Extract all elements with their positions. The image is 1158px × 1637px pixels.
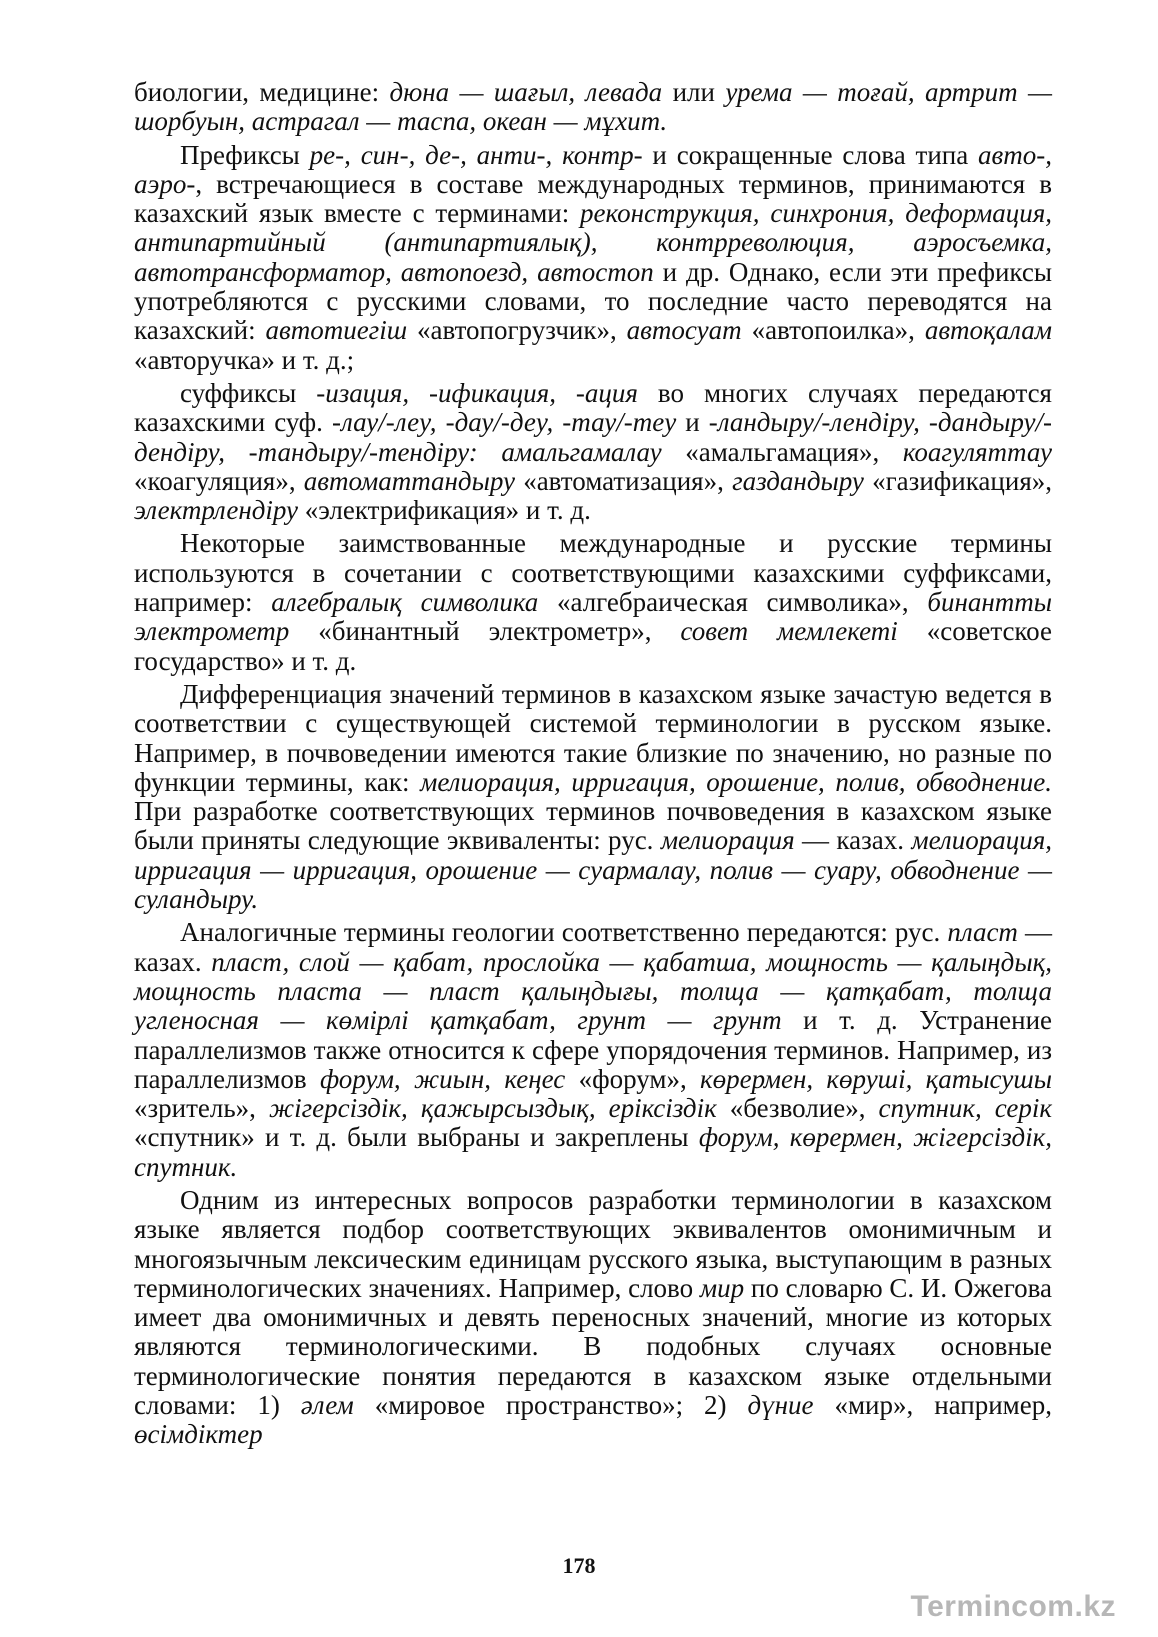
italic-term: ре-, син-, де-, анти-, контр-: [309, 139, 643, 170]
text-run: Префиксы: [180, 139, 310, 170]
italic-term: жігерсіздік, қажырсыздық, еріксіздік: [268, 1093, 717, 1124]
paragraph: [134, 1186, 1052, 1450]
italic-term: көрермен, көруші, қатысушы: [700, 1063, 1052, 1094]
text-run: — казах.: [794, 825, 912, 856]
text-run: суффиксы: [180, 377, 317, 408]
text-run: «газификация»,: [863, 465, 1052, 496]
text-run: , встречающиеся в составе международных терминов, принимаются в казахский язык вместе с терминами:: [134, 168, 1052, 229]
italic-term: электрлендіру: [134, 495, 299, 526]
italic-term: урема — тоғай, артрит — шорбуын, астрагал — таспа, океан — мұхит.: [134, 77, 1052, 137]
italic-term: форум, жиын, кеңес: [319, 1063, 566, 1094]
italic-term: пласт, слой — қабат, прослойка — қабатша, мощность — қалыңдық, мощность пласта — пласт қалыңдығы, толща — қатқабат, толща угленосная — көмірлі қатқабат, грунт — грунт: [134, 946, 1052, 1036]
text-run: «зритель»,: [134, 1093, 269, 1124]
italic-term: совет мемлекеті: [680, 616, 898, 647]
italic-term: автоматтандыру: [303, 465, 515, 496]
italic-term: автосуат: [626, 315, 742, 346]
italic-term: реконструкция, синхрония, деформация, антипартийный (антипартиялық), контрреволюция, аэросъемка, автотрансформатор, автопоезд, автостоп: [134, 198, 1052, 287]
italic-term: спутник, серік: [878, 1093, 1052, 1124]
text-run: «форум»,: [565, 1063, 700, 1094]
text-run: При разработке соответствующих терминов почвоведения в казахском языке были приняты следующие эквиваленты: рус.: [134, 796, 1052, 856]
text-run: и др. Однако, если эти префиксы употребляются с русскими словами, то последние часто переводятся на казахский:: [134, 256, 1052, 346]
italic-term: газдандыру: [732, 465, 864, 496]
italic-term: -лау/-леу, -дау/-деу, -тау/-теу: [331, 407, 677, 438]
page-number: 178: [562, 1553, 596, 1578]
text-run: Одним из интересных вопросов разработки терминологии в казахском языке является подбор соответствующих эквивалентов омонимичным и многоязычным лексическим единицам русского языка, выступающим в разных терминологических значениях. Например, слово: [134, 1184, 1052, 1303]
text-run: Дифференциация значений терминов в казахском языке зачастую ведется в соответствии с существующей системой терминологии в русском языке. Например, в почвоведении имеются такие близкие по значению, но разные по функции термины, как:: [134, 678, 1052, 797]
text-run: «авторучка» и т. д.;: [134, 344, 355, 375]
italic-term: бинантты электрометр: [134, 587, 1053, 647]
paragraph: [134, 78, 1052, 137]
watermark-text: Termincom.kz: [910, 1590, 1116, 1623]
italic-term: форум, көрермен, жігерсіздік, спутник.: [134, 1122, 1053, 1182]
italic-term: әлем: [300, 1390, 354, 1421]
text-run: и: [676, 407, 709, 438]
text-run: во многих случаях передаются казахскими суф.: [134, 377, 1052, 438]
italic-term: дүние: [747, 1390, 814, 1421]
italic-term: коагуляттау: [902, 436, 1052, 467]
text-run: «спутник» и т. д. были выбраны и закреплены: [134, 1122, 699, 1153]
text-run: или: [662, 77, 726, 107]
italic-term: пласт: [947, 917, 1018, 948]
italic-term: автоқалам: [924, 315, 1052, 346]
paragraph: [134, 379, 1052, 525]
text-run: по словарю С. И. Ожегова имеет два омонимичных и девять переносных значений, многие из которых являются терминологическими. В подобных случаях основные терминологические понятия передаются в казахском языке отдельными словами: 1): [134, 1272, 1052, 1421]
italic-term: дюна — шағыл, левада: [389, 77, 663, 107]
paragraph: [134, 141, 1052, 375]
watermark-logo: [911, 1590, 1117, 1624]
italic-term: мелиорация, ирригация — ирригация, орошение — суармалау, полив — суару, обводнение — суландыру.: [134, 825, 1053, 915]
text-run: «электрификация» и т. д.: [298, 495, 591, 526]
text-run: Некоторые заимствованные международные и русские термины используются в сочетании с соответствующими казахскими суффиксами, например:: [134, 528, 1052, 618]
text-run: «амальгамация»,: [661, 436, 903, 467]
text-run: — казах.: [134, 917, 1052, 977]
text-run: Аналогичные термины геологии соответственно передаются: рус.: [180, 917, 948, 948]
text-run: «безволие»,: [716, 1093, 879, 1124]
paragraph: [134, 529, 1052, 675]
italic-term: мир: [699, 1272, 745, 1303]
text-run: и сокращенные слова типа: [642, 139, 979, 170]
italic-term: -ландыру/-лендіру, -дандыру/-дендіру, -тандыру/-тендіру: амальгамалау: [134, 407, 1053, 467]
paragraph: [134, 918, 1052, 1182]
text-run: «мир», например,: [813, 1390, 1052, 1421]
italic-term: автотиегіш: [265, 315, 408, 346]
text-run: «автоматизация»,: [515, 465, 733, 496]
page-body: [134, 78, 1052, 1454]
paragraph: [134, 680, 1052, 914]
text-run: «советское государство» и т. д.: [134, 616, 1052, 676]
italic-term: алгебралық символика: [271, 587, 539, 618]
text-run: «мировое пространство»; 2): [353, 1390, 748, 1421]
italic-term: мелиорация: [660, 825, 795, 856]
text-run: «коагуляция»,: [134, 465, 304, 496]
text-run: биологии, медицине:: [134, 77, 390, 107]
italic-term: авто-, аэро-: [134, 139, 1053, 199]
italic-term: мелиорация, ирригация, орошение, полив, обводнение.: [420, 766, 1052, 797]
text-run: «алгебраическая символика»,: [538, 587, 928, 618]
text-run: «бинантный электрометр»,: [289, 616, 681, 647]
text-run: «автопогрузчик»,: [407, 315, 627, 346]
text-run: и т. д. Устранение параллелизмов также относится к сфере упорядочения терминов. Например, из параллелизмов: [134, 1005, 1053, 1094]
text-run: «автопоилка»,: [741, 315, 925, 346]
italic-term: -изация, -ификация, -ация: [316, 377, 638, 408]
italic-term: өсімдіктер: [134, 1419, 263, 1450]
